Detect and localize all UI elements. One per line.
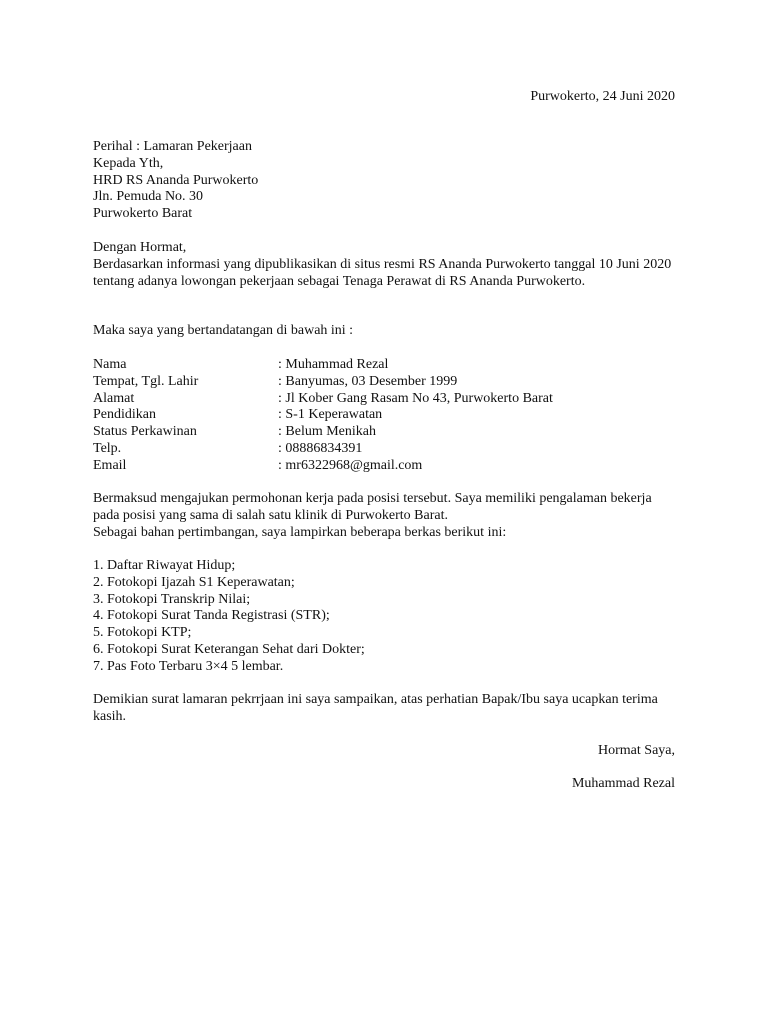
list-item: 4. Fotokopi Surat Tanda Registrasi (STR);: [93, 608, 330, 624]
undersigned-text: Maka saya yang bertandatangan di bawah ini :: [93, 323, 354, 338]
recipient-name: HRD RS Ananda Purwokerto: [93, 172, 259, 188]
salutation: Dengan Hormat,: [93, 240, 187, 255]
undersigned-line: [93, 323, 675, 340]
identity-table: [93, 357, 675, 475]
signer-name: Muhammad Rezal: [571, 776, 675, 791]
identity-label: Nama: [93, 357, 127, 372]
list-item: 2. Fotokopi Ijazah S1 Keperawatan;: [93, 574, 295, 590]
identity-label: Tempat, Tgl. Lahir: [93, 373, 199, 389]
identity-value: : Jl Kober Gang Rasam No 43, Purwokerto Barat: [278, 390, 553, 406]
identity-row: [93, 458, 675, 475]
identity-row: [93, 424, 675, 441]
list-item: 6. Fotokopi Surat Keterangan Sehat dari Dokter;: [93, 641, 365, 657]
identity-value: : Banyumas, 03 Desember 1999: [278, 373, 458, 389]
opening-section: [93, 240, 675, 290]
identity-row: [93, 374, 675, 391]
recipient-city: Purwokerto Barat: [93, 206, 193, 222]
identity-label: Alamat: [93, 390, 135, 406]
identity-value: : mr6322968@gmail.com: [278, 457, 423, 473]
identity-label: Status Perkawinan: [93, 424, 197, 440]
identity-label: Email: [93, 457, 127, 473]
identity-value: : Belum Menikah: [278, 424, 376, 440]
intent-paragraph: Bermaksud mengajukan permohonan kerja pada posisi tersebut. Saya memiliki pengalaman bekerja pada posisi yang sama di salah satu klinik di Purwokerto Barat.: [93, 491, 652, 523]
attachments-intro: Sebagai bahan pertimbangan, saya lampirkan beberapa berkas berikut ini:: [93, 524, 507, 540]
signoff: Hormat Saya,: [598, 743, 675, 758]
intent-section: [93, 491, 675, 541]
subject-line: Perihal : Lamaran Pekerjaan: [93, 139, 252, 154]
place-date: Purwokerto, 24 Juni 2020: [530, 89, 675, 104]
list-item: 5. Fotokopi KTP;: [93, 625, 192, 641]
letter-header: [93, 139, 675, 223]
identity-label: Pendidikan: [93, 407, 156, 423]
intro-paragraph: Berdasarkan informasi yang dipublikasikan di situs resmi RS Ananda Purwokerto tanggal 10 Juni 2020 tentang adanya lowongan pekerjaan sebagai Tenaga Perawat di RS Ananda Purwokerto.: [93, 256, 672, 289]
attachments-list: [93, 558, 675, 676]
identity-row: [93, 441, 675, 458]
recipient-street: Jln. Pemuda No. 30: [93, 189, 204, 205]
identity-label: Telp.: [93, 440, 122, 456]
list-item: 3. Fotokopi Transkrip Nilai;: [93, 591, 251, 607]
closing-paragraph: Demikian surat lamaran pekrrjaan ini saya sampaikan, atas perhatian Bapak/Ibu saya ucapkan terima kasih.: [93, 692, 658, 724]
identity-value: : 08886834391: [278, 440, 363, 456]
identity-value: : S-1 Keperawatan: [278, 407, 383, 423]
identity-row: [93, 357, 675, 374]
closing-section: [93, 692, 675, 726]
list-item: 1. Daftar Riwayat Hidup;: [93, 558, 236, 573]
list-item: 7. Pas Foto Terbaru 3×4 5 lembar.: [93, 658, 284, 674]
identity-row: [93, 391, 675, 408]
identity-value: : Muhammad Rezal: [278, 357, 389, 372]
identity-row: [93, 407, 675, 424]
addressee-greeting: Kepada Yth,: [93, 155, 164, 171]
